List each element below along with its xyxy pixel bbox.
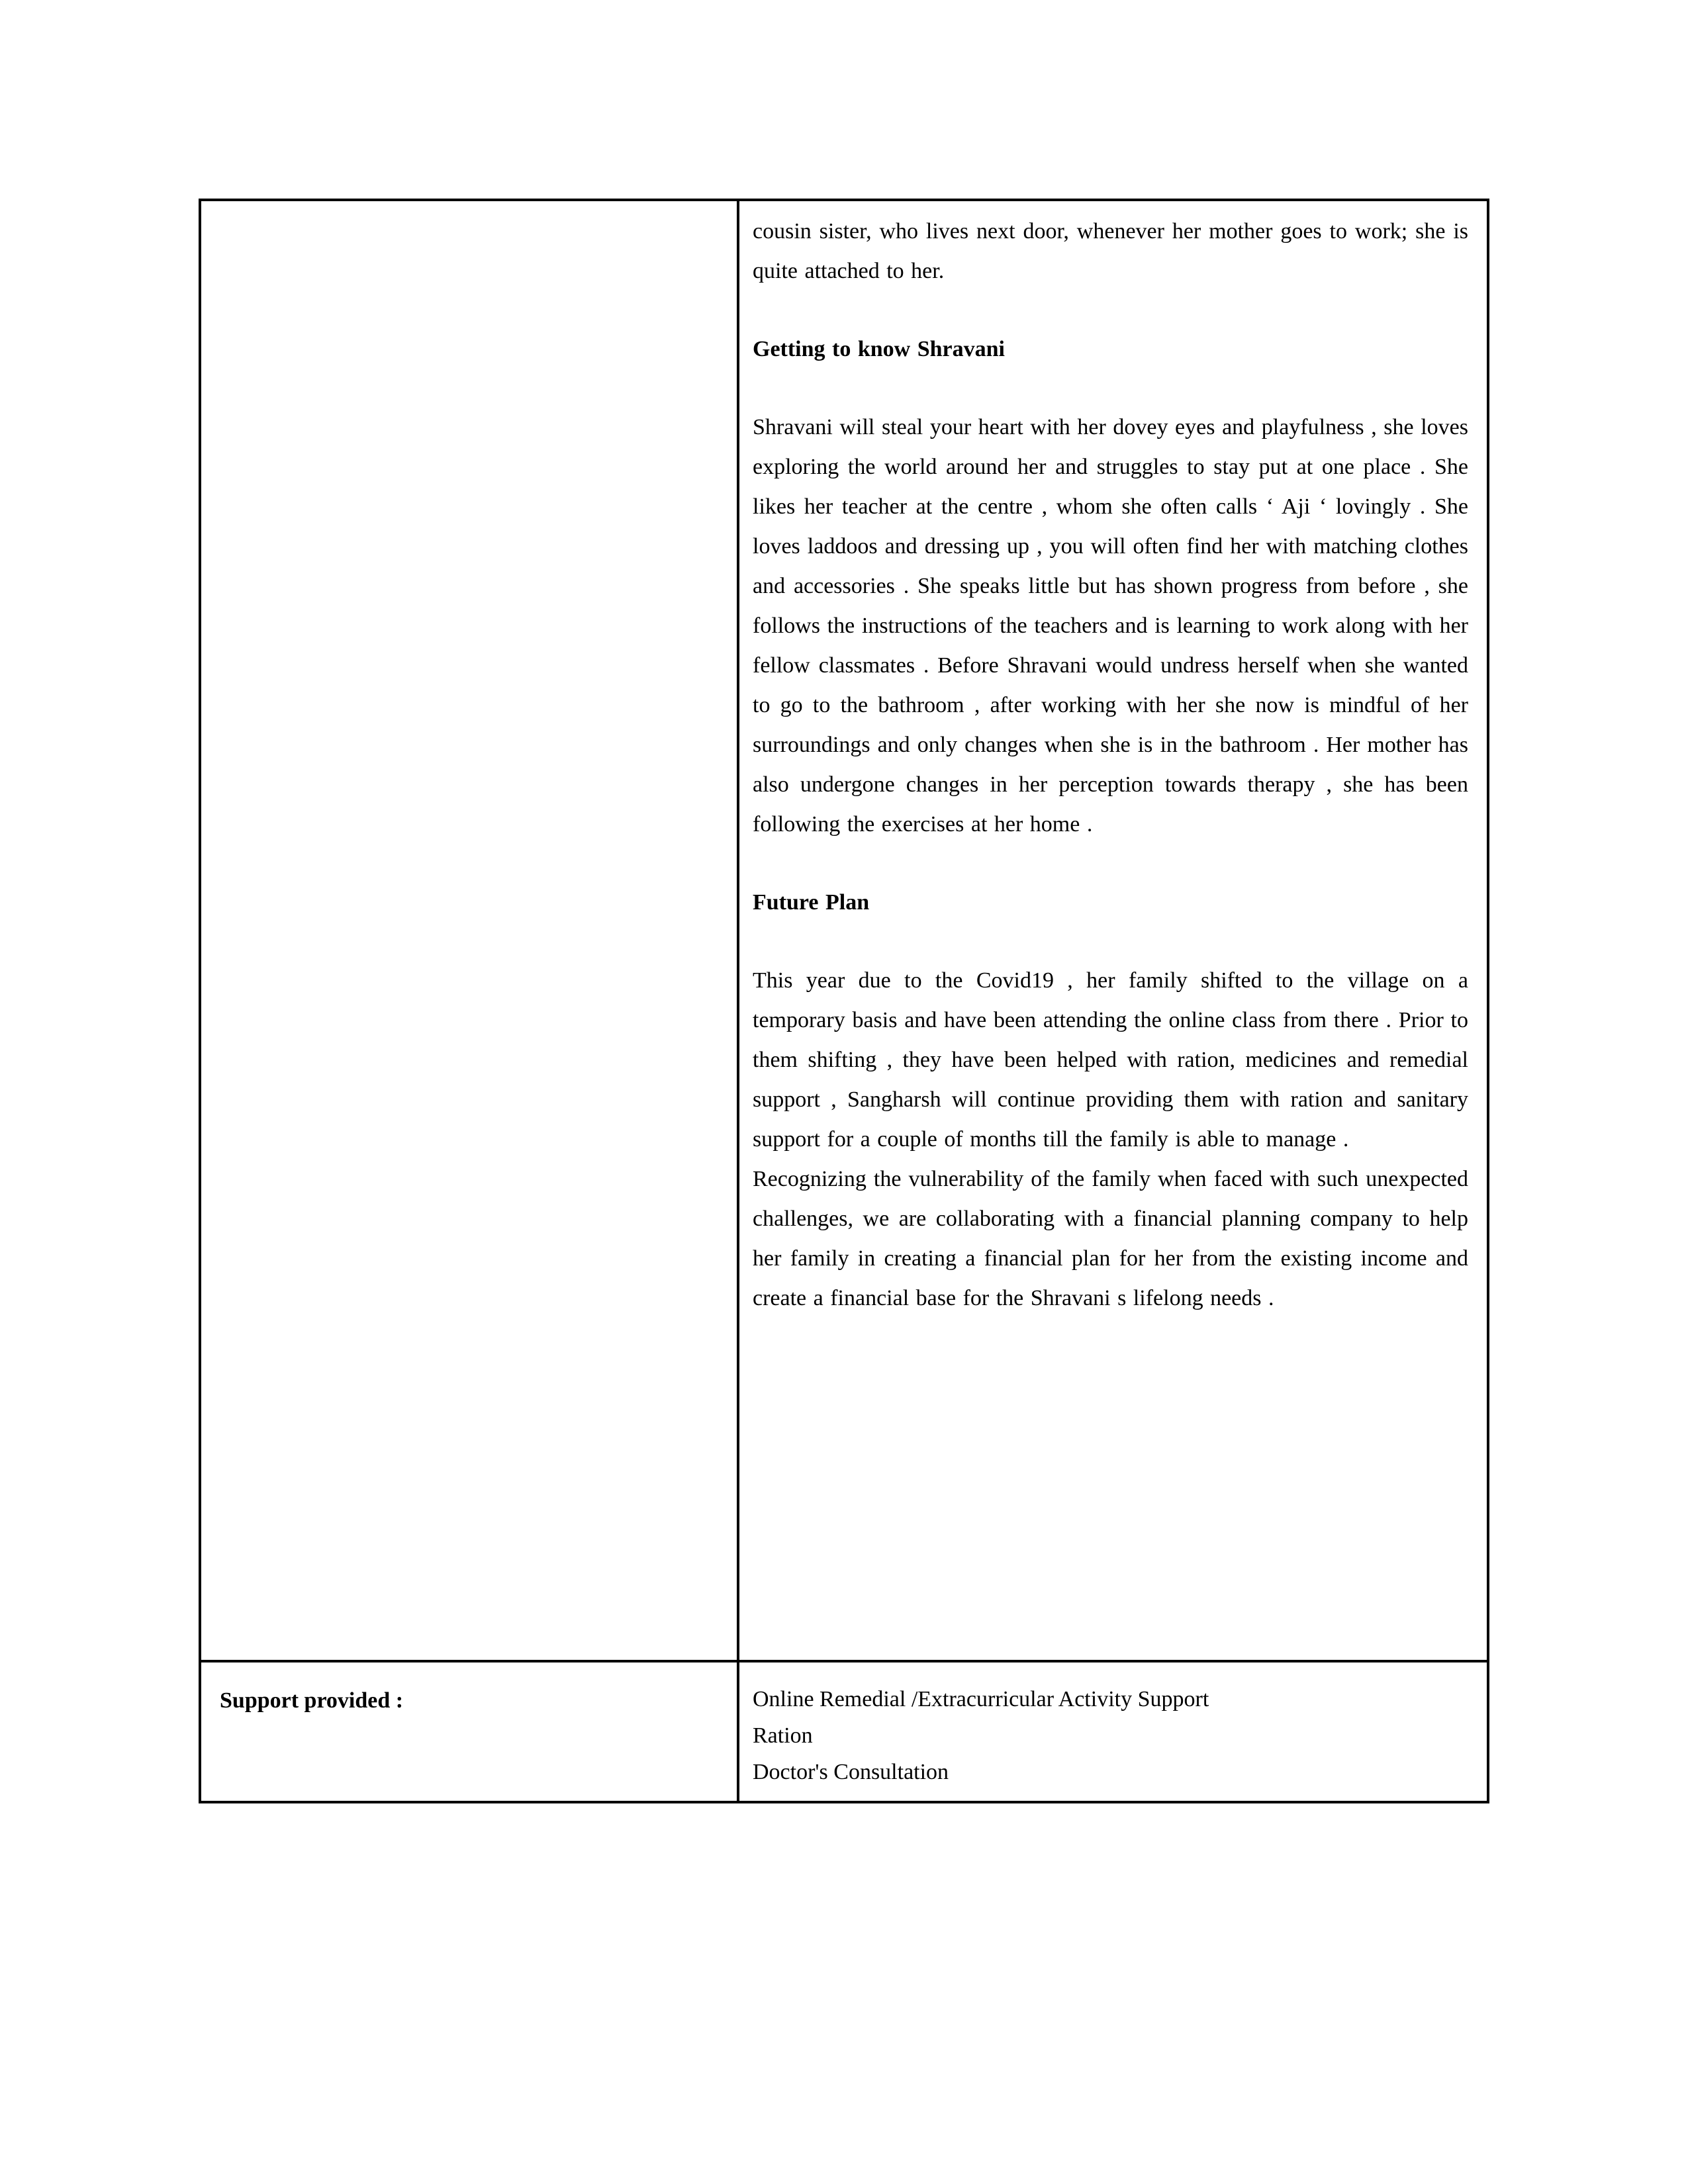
future-plan-paragraph-2: Recognizing the vulnerability of the family when faced with such unexpected challenges, we are collaborating with a financial planning company to help her family in creating a financial plan for her from the existing income and create a financial base for the Shravani s lifelong needs . xyxy=(753,1167,1468,1310)
future-plan-heading: Future Plan xyxy=(753,890,870,915)
continuation-paragraph: cousin sister, who lives next door, whenever her mother goes to work; she is quite attached to her. xyxy=(753,219,1468,283)
empty-left-cell xyxy=(201,201,739,1662)
narrative-cell xyxy=(739,201,1487,1662)
getting-to-know-heading: Getting to know Shravani xyxy=(753,337,1005,361)
future-plan-paragraph-1: This year due to the Covid19 , her family shifted to the village on a temporary basis and have been attending the online class from there . Prior to them shifting , they have been helped with ration, medicines and remedial support , Sangharsh will continue providing them with ration and sanitary support for a couple of months till the family is able to manage . xyxy=(753,968,1468,1152)
support-item-online-remedial: Online Remedial /Extracurricular Activity Support xyxy=(753,1687,1209,1711)
support-values-cell xyxy=(739,1662,1487,1801)
support-label-cell xyxy=(201,1662,739,1801)
support-item-ration: Ration xyxy=(753,1723,813,1748)
case-study-table xyxy=(199,199,1489,1803)
support-item-doctors-consultation: Doctor's Consultation xyxy=(753,1760,949,1784)
about-shravani-paragraph: Shravani will steal your heart with her dovey eyes and playfulness , she loves exploring the world around her and struggles to stay put at one place . She likes her teacher at the centre , whom she often calls ‘ Aji ‘ lovingly . She loves laddoos and dressing up , you will often find her with matching clothes and accessories . She speaks little but has shown progress from before , she follows the instructions of the teachers and is learning to work along with her fellow classmates . Before Shravani would undress herself when she wanted to go to the bathroom , after working with her she now is mindful of her surroundings and only changes when she is in the bathroom . Her mother has also undergone changes in her perception towards therapy , she has been following the exercises at her home . xyxy=(753,415,1468,837)
support-provided-label: Support provided : xyxy=(220,1688,404,1713)
